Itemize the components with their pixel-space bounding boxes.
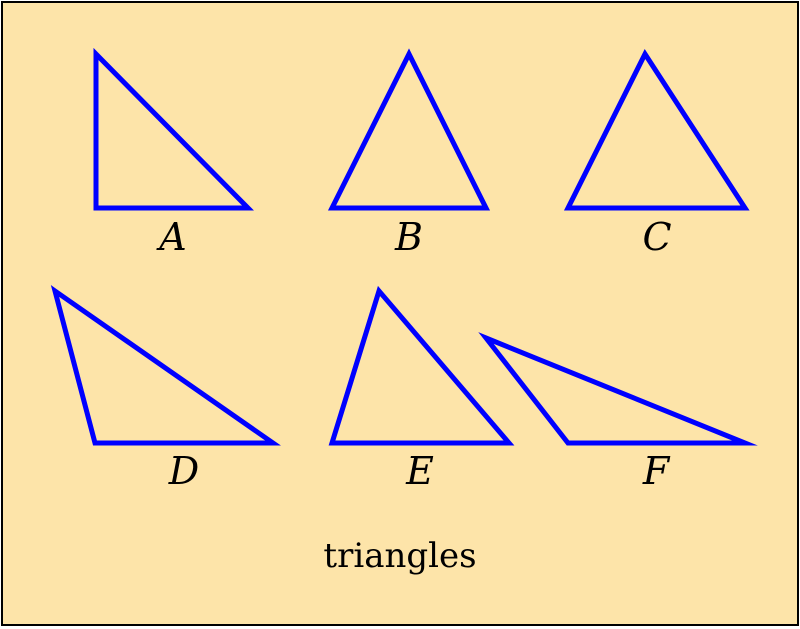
triangle-e-label: E [406,449,434,493]
triangle-c-label: C [642,215,672,259]
triangle-a-label: A [159,215,187,259]
triangle-f-label: F [642,449,670,493]
triangle-d-label: D [168,449,200,493]
caption: triangles [323,536,477,576]
triangle-b-label: B [395,215,423,259]
